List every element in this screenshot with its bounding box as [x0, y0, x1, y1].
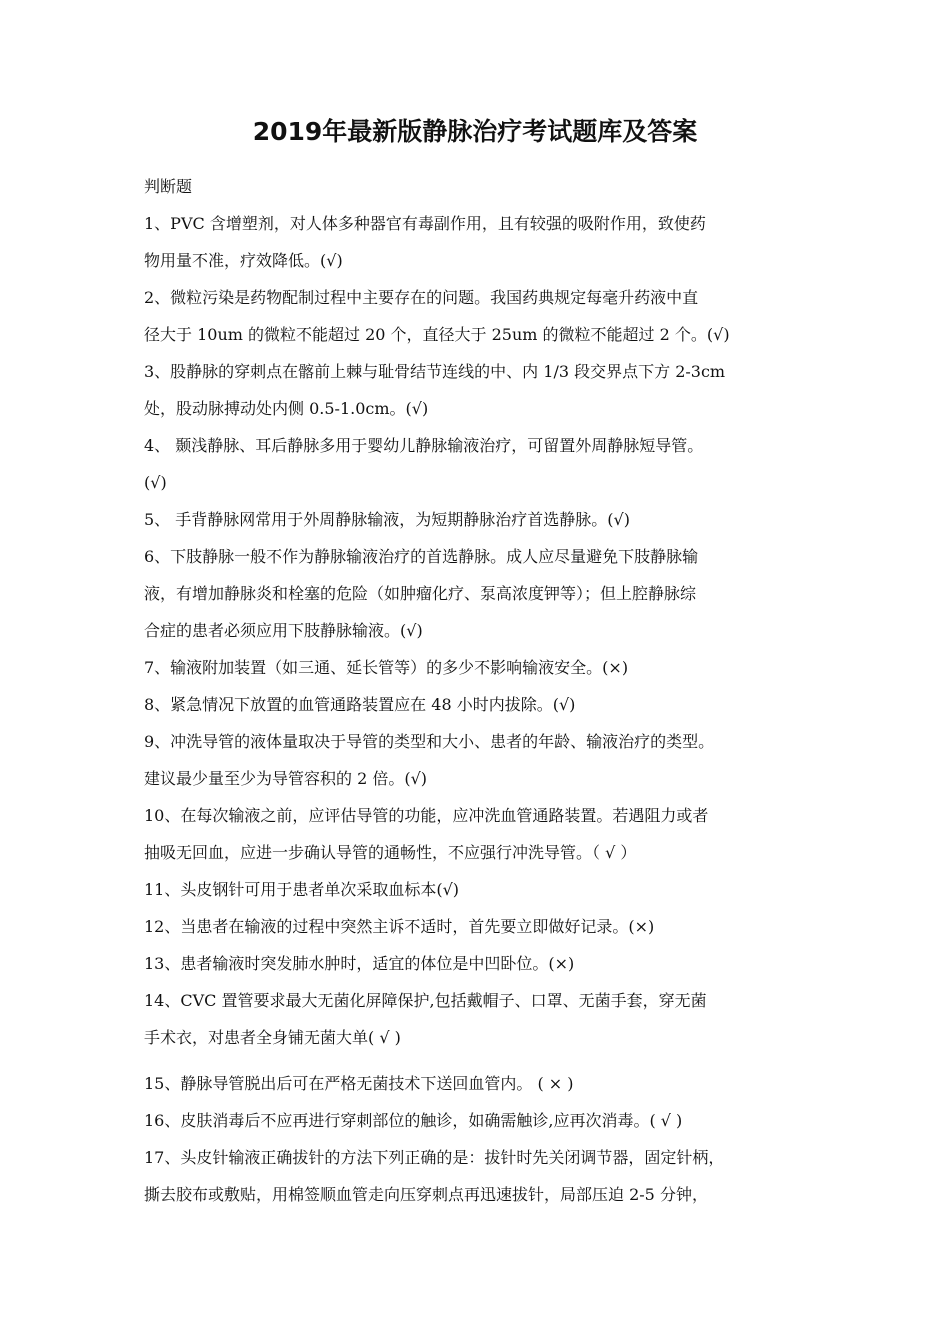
- text-line: 5、 手背静脉网常用于外周静脉输液，为短期静脉治疗首选静脉。(√): [144, 510, 630, 529]
- document-title: 2019年最新版静脉治疗考试题库及答案: [252, 117, 698, 146]
- text-line: 1、PVC 含增塑剂，对人体多种器官有毒副作用，且有较强的吸附作用，致使药: [144, 214, 706, 233]
- text-line: 16、皮肤消毒后不应再进行穿刺部位的触诊，如确需触诊,应再次消毒。( √ ): [144, 1111, 683, 1130]
- section-label: 判断题: [144, 177, 193, 196]
- text-line: 7、输液附加装置（如三通、延长管等）的多少不影响输液安全。(×): [144, 658, 629, 677]
- text-line: 15、静脉导管脱出后可在严格无菌技术下送回血管内。 ( × ): [144, 1074, 574, 1093]
- text-line: 4、 颞浅静脉、耳后静脉多用于婴幼儿静脉输液治疗，可留置外周静脉短导管。: [144, 436, 704, 455]
- text-line: 撕去胶布或敷贴，用棉签顺血管走向压穿刺点再迅速拔针，局部压迫 2-5 分钟，: [144, 1185, 708, 1204]
- text-line: 径大于 10um 的微粒不能超过 20 个，直径大于 25um 的微粒不能超过 2 个。(√): [144, 325, 730, 344]
- text-line: 12、当患者在输液的过程中突然主诉不适时，首先要立即做好记录。(×): [144, 917, 655, 936]
- text-line: 6、下肢静脉一般不作为静脉输液治疗的首选静脉。成人应尽量避免下肢静脉输: [144, 547, 699, 566]
- text-line: 抽吸无回血，应进一步确认导管的通畅性，不应强行冲洗导管。（ √ ）: [144, 843, 637, 862]
- text-line: 10、在每次输液之前，应评估导管的功能，应冲洗血管通路装置。若遇阻力或者: [144, 806, 709, 825]
- text-line: 建议最少量至少为导管容积的 2 倍。(√): [144, 769, 428, 788]
- text-line: 9、冲洗导管的液体量取决于导管的类型和大小、患者的年龄、输液治疗的类型。: [144, 732, 715, 751]
- text-line: 2、微粒污染是药物配制过程中主要存在的问题。我国药典规定每毫升药液中直: [144, 288, 699, 307]
- text-line: 处，股动脉搏动处内侧 0.5-1.0cm。(√): [144, 399, 429, 418]
- text-line: 14、CVC 置管要求最大无菌化屏障保护,包括戴帽子、口罩、无菌手套，穿无菌: [144, 991, 707, 1010]
- text-line: (√): [144, 473, 167, 492]
- spacer: [144, 1056, 814, 1065]
- text-line: 3、股静脉的穿刺点在髂前上棘与耻骨结节连线的中、内 1/3 段交界点下方 2-3cm: [144, 362, 726, 381]
- text-line: 合症的患者必须应用下肢静脉输液。(√): [144, 621, 423, 640]
- text-line: 手术衣，对患者全身铺无菌大单( √ ): [144, 1028, 401, 1047]
- text-line: 11、头皮钢针可用于患者单次采取血标本(√): [144, 880, 460, 899]
- text-line: 8、紧急情况下放置的血管通路装置应在 48 小时内拔除。(√): [144, 695, 576, 714]
- text-line: 物用量不准，疗效降低。(√): [144, 251, 343, 270]
- text-line: 13、患者输液时突发肺水肿时，适宜的体位是中凹卧位。(×): [144, 954, 575, 973]
- text-line: 17、头皮针输液正确拔针的方法下列正确的是：拔针时先关闭调节器，固定针柄，: [144, 1148, 725, 1167]
- text-line: 液，有增加静脉炎和栓塞的危险（如肿瘤化疗、泵高浓度钾等）；但上腔静脉综: [144, 584, 697, 603]
- question-list: [144, 168, 814, 1213]
